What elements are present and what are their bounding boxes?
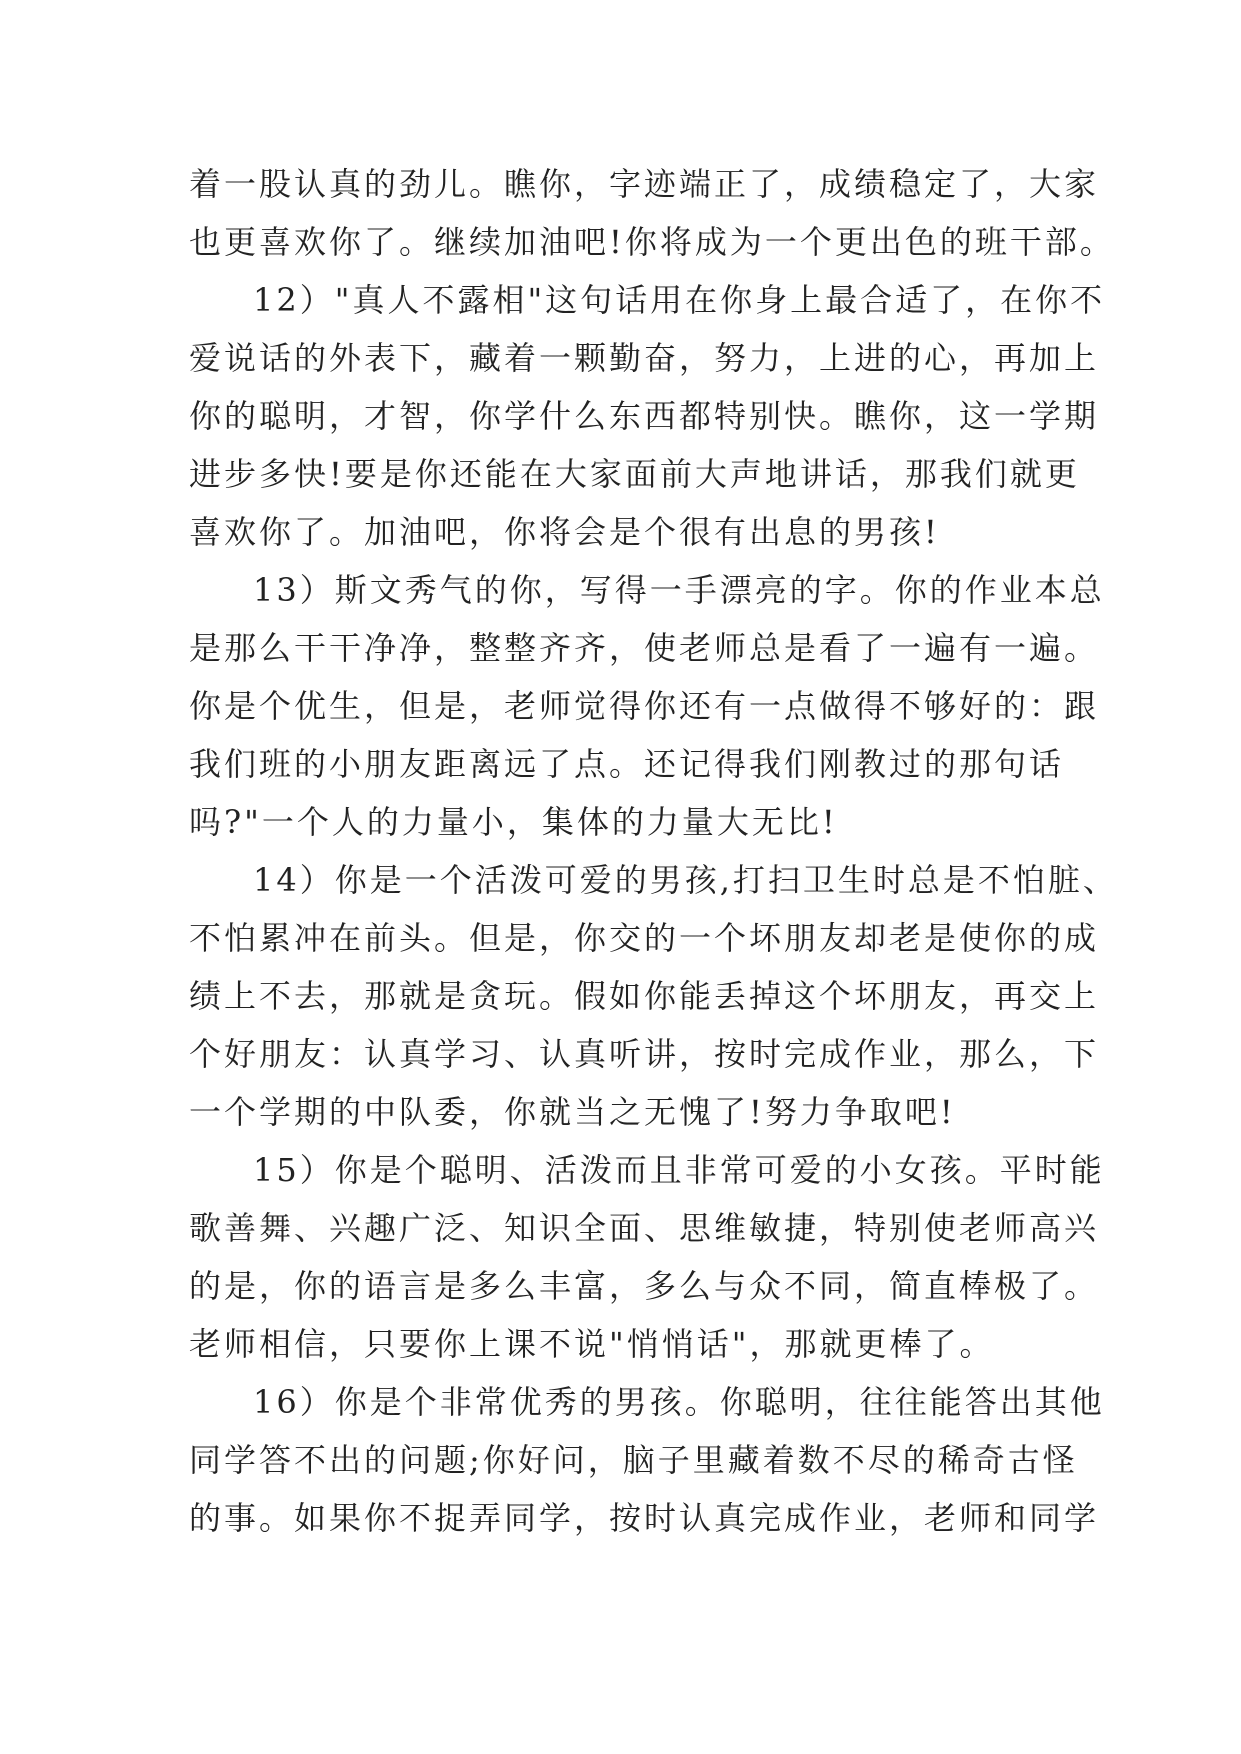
text-line: 歌善舞、兴趣广泛、知识全面、思维敏捷，特别使老师高兴 bbox=[189, 1209, 1100, 1247]
paragraph-first-line: 12）"真人不露相"这句话用在你身上最合适了，在你不 bbox=[253, 281, 1106, 319]
text-line: 喜欢你了。加油吧，你将会是个很有出息的男孩! bbox=[189, 513, 940, 551]
paragraph-first-line: 16）你是个非常优秀的男孩。你聪明，往往能答出其他 bbox=[253, 1383, 1105, 1421]
text-line: 同学答不出的问题;你好问，脑子里藏着数不尽的稀奇古怪 bbox=[189, 1441, 1078, 1479]
text-line: 的是，你的语言是多么丰富，多么与众不同，简直棒极了。 bbox=[189, 1267, 1100, 1305]
text-line: 一个学期的中队委，你就当之无愧了!努力争取吧! bbox=[189, 1093, 956, 1131]
text-line: 着一股认真的劲儿。瞧你，字迹端正了，成绩稳定了，大家 bbox=[189, 165, 1100, 203]
text-line: 的事。如果你不捉弄同学，按时认真完成作业，老师和同学 bbox=[189, 1499, 1100, 1537]
text-line: 你的聪明，才智，你学什么东西都特别快。瞧你，这一学期 bbox=[189, 397, 1100, 435]
text-line: 个好朋友：认真学习、认真听讲，按时完成作业，那么，下 bbox=[189, 1035, 1100, 1073]
text-line: 是那么干干净净，整整齐齐，使老师总是看了一遍有一遍。 bbox=[189, 629, 1100, 667]
text-line: 也更喜欢你了。继续加油吧!你将成为一个更出色的班干部。 bbox=[189, 223, 1115, 261]
paragraph-first-line: 14）你是一个活泼可爱的男孩,打扫卫生时总是不怕脏、 bbox=[253, 861, 1118, 899]
text-line: 不怕累冲在前头。但是，你交的一个坏朋友却老是使你的成 bbox=[189, 919, 1100, 957]
text-line: 老师相信，只要你上课不说"悄悄话"，那就更棒了。 bbox=[189, 1325, 995, 1363]
text-line: 我们班的小朋友距离远了点。还记得我们刚教过的那句话 bbox=[189, 745, 1065, 783]
text-line: 进步多快!要是你还能在大家面前大声地讲话，那我们就更 bbox=[189, 455, 1080, 493]
text-line: 吗?"一个人的力量小，集体的力量大无比! bbox=[189, 803, 838, 841]
paragraph-first-line: 13）斯文秀气的你，写得一手漂亮的字。你的作业本总 bbox=[253, 571, 1105, 609]
text-line: 绩上不去，那就是贪玩。假如你能丢掉这个坏朋友，再交上 bbox=[189, 977, 1100, 1015]
text-line: 你是个优生，但是，老师觉得你还有一点做得不够好的：跟 bbox=[189, 687, 1100, 725]
paragraph-first-line: 15）你是个聪明、活泼而且非常可爱的小女孩。平时能 bbox=[253, 1151, 1105, 1189]
document-body bbox=[189, 155, 1118, 1547]
text-line: 爱说话的外表下，藏着一颗勤奋，努力，上进的心，再加上 bbox=[189, 339, 1100, 377]
